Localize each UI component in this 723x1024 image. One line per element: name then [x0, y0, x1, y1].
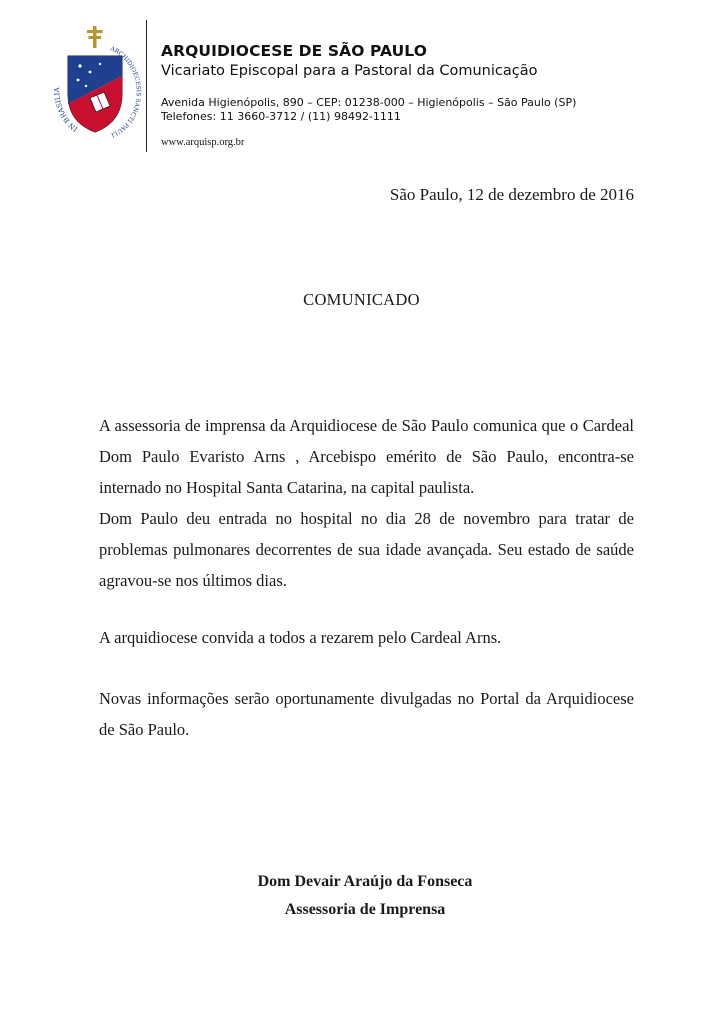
paragraph: A arquidiocese convida a todos a rezarem pelo Cardeal Arns. [99, 628, 502, 647]
signature-name: Dom Devair Araújo da Fonseca [257, 873, 473, 890]
svg-text:ARCHIDIOECESIS SANCTI PAULI: ARCHIDIOECESIS SANCTI PAULI [109, 45, 142, 139]
document-date: São Paulo, 12 de dezembro de 2016 [389, 185, 634, 204]
organization-name: ARQUIDIOCESE DE SÃO PAULO [161, 42, 428, 60]
body-text-updates [99, 683, 634, 745]
phone-line: Telefones: 11 3660-3712 / (11) 98492-1111 [161, 110, 401, 123]
paragraph: A assessoria de imprensa da Arquidiocese de São Paulo comunica que o Cardeal Dom Paulo Evaristo Arns , Arcebispo emérito de São Paulo, encontra-se internado no Hospital Santa Catarina, na capital paulista. [99, 416, 634, 497]
signature-role: Assessoria de Imprensa [284, 901, 446, 918]
letterhead-divider [146, 20, 147, 152]
body-text-prayer [99, 622, 634, 653]
body-text-main [99, 410, 634, 596]
archdiocese-seal-logo [48, 26, 142, 140]
organization-subtitle: Vicariato Episcopal para a Pastoral da Comunicação [161, 63, 538, 79]
svg-text:IN BRASILIA: IN BRASILIA [53, 87, 80, 133]
address-line: Avenida Higienópolis, 890 – CEP: 01238-000 – Higienópolis – São Paulo (SP) [161, 96, 577, 109]
paragraph: Dom Paulo deu entrada no hospital no dia 28 de novembro para tratar de problemas pulmonares decorrentes de sua idade avançada. Seu estado de saúde agravou-se nos últimos dias. [99, 509, 634, 590]
paragraph: Novas informações serão oportunamente divulgadas no Portal da Arquidiocese de São Paulo. [99, 689, 634, 739]
document-title: COMUNICADO [303, 290, 420, 309]
cross-icon [87, 26, 103, 48]
website-link[interactable]: www.arquisp.org.br [161, 137, 245, 148]
